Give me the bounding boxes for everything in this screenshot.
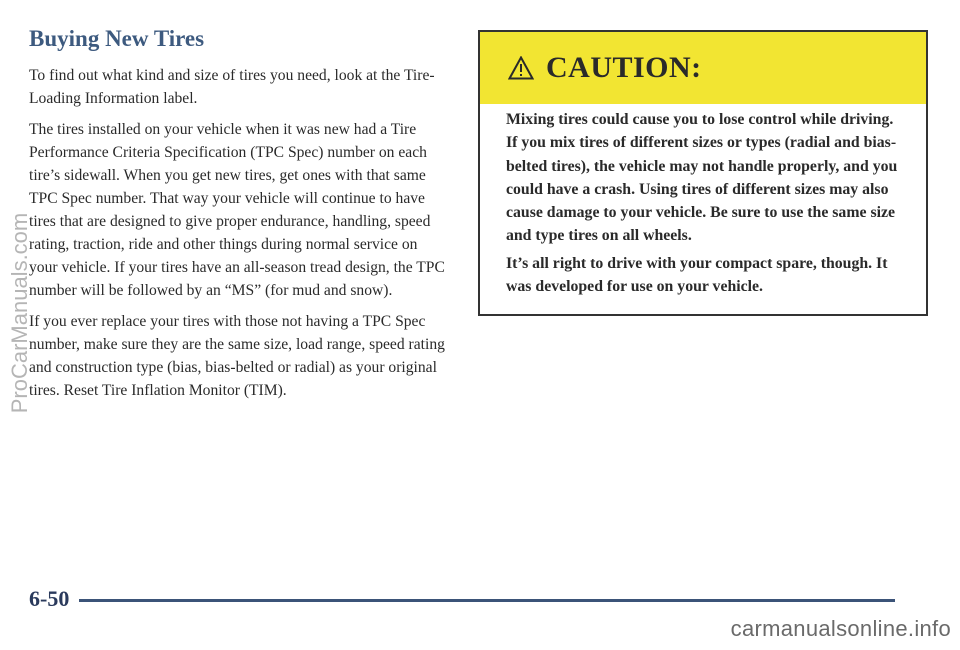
body-text bbox=[29, 64, 449, 410]
paragraph-replacement: If you ever replace your tires with those not having a TPC Spec number, make sure they are the same size, load range, speed rating and construction type (bias, bias-belted or radial) as your original tires. Reset Tire Inflation Monitor (TIM). bbox=[29, 313, 445, 399]
caution-header bbox=[480, 32, 926, 104]
caution-paragraph-spare: It’s all right to drive with your compact spare, though. It was developed for use on your vehicle. bbox=[506, 254, 888, 296]
section-heading: Buying New Tires bbox=[29, 26, 205, 51]
caution-title: CAUTION: bbox=[546, 51, 702, 84]
paragraph-tpc-spec: The tires installed on your vehicle when it was new had a Tire Performance Criteria Specification (TPC Spec) number on each tire’s sidewall. When you get new tires, get ones with that same TPC Spec number. That way your vehicle will continue to have tires that are designed to give proper endurance, handling, speed rating, traction, ride and other things during normal service on your vehicle. If your tires have an all-season tread design, the TPC number will be followed by an “MS” (for mud and snow). bbox=[29, 121, 445, 299]
caution-paragraph-mixing: Mixing tires could cause you to lose control while driving. If you mix tires of different sizes or types (radial and bias-belted tires), the vehicle may not handle properly, and you could have a crash. Using tires of different sizes may also cause damage to your vehicle. Be sure to use the same size and type tires on all wheels. bbox=[506, 111, 898, 245]
warning-triangle-icon bbox=[508, 56, 534, 80]
paragraph-intro: To find out what kind and size of tires you need, look at the Tire-Loading Information label. bbox=[29, 67, 435, 107]
side-watermark: ProCarManuals.com bbox=[7, 212, 32, 414]
page-number: 6-50 bbox=[29, 586, 70, 611]
caution-body bbox=[480, 104, 926, 298]
caution-box bbox=[478, 30, 928, 316]
footer-rule bbox=[79, 599, 895, 602]
site-watermark: carmanualsonline.info bbox=[730, 616, 951, 641]
